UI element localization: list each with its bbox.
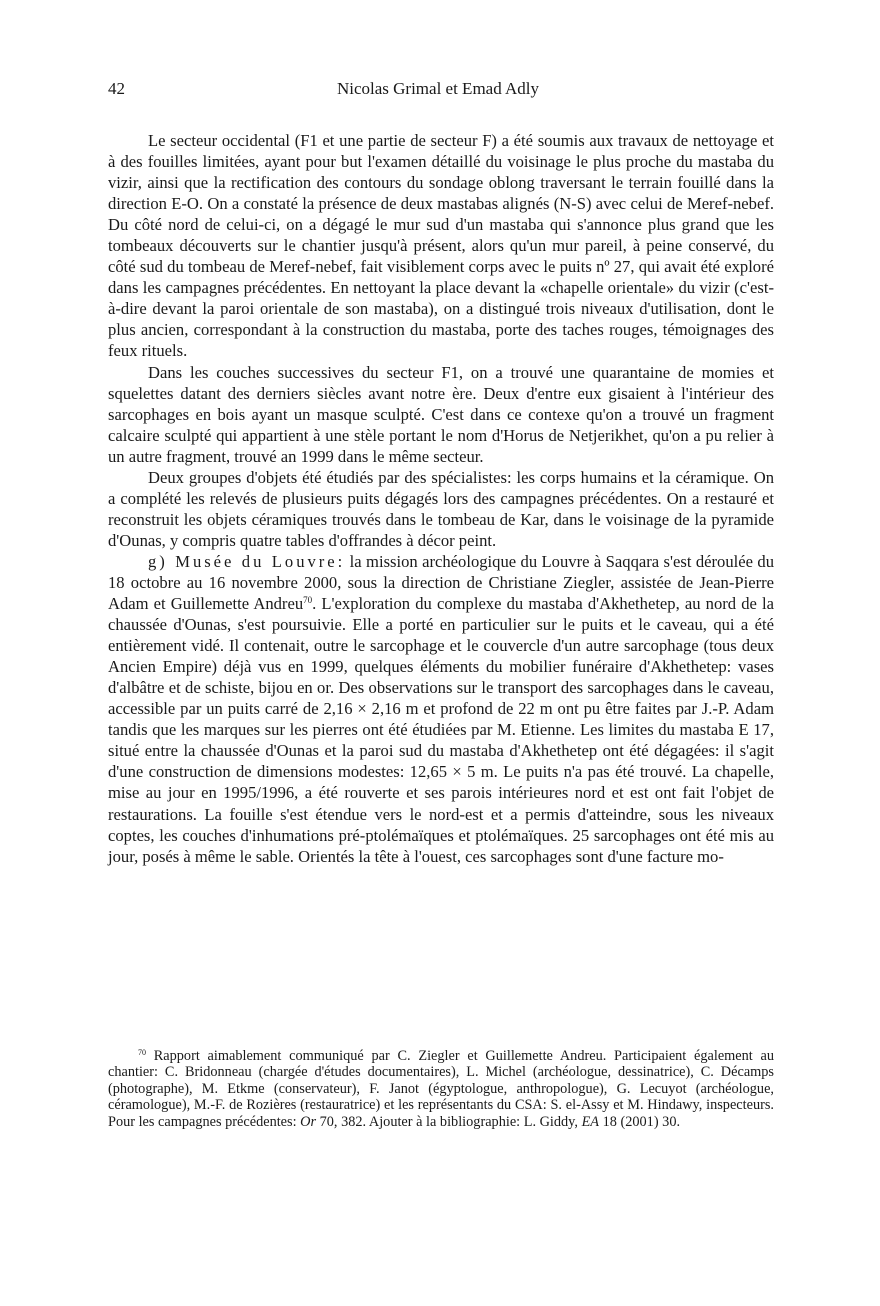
footnote-ref-ea: 18 (2001) 30. [599,1113,681,1130]
section-label-louvre: g) Musée du Louvre: [148,551,346,571]
paragraph-object-studies: Deux groupes d'objets été étudiés par des spécialistes: les corps humains et la céramique. On a complété les relevés de plusieurs puits dégagés lors des campagnes précédentes. On a restauré et reconstruit les objets céramiques trouvés dans le tombeau de Kar, dans le voisinage de la pyramide d'Ounas, y compris quatre tables d'offrandes à décor peint. [108,467,774,550]
footnote-journal-or: Or [300,1113,317,1130]
footnote-number: 70 [138,1048,146,1057]
louvre-text-part-2: . L'exploration du complexe du mastaba d'Akhethetep, au nord de la chaussée d'Ounas, s'est poursuivie. Elle a porté en particulier sur le puits et le caveau, qui a été entièrement vidé. Il contenait, outre le sarcophage et le couvercle d'un autre sarcophage (tous deux Ancien Empire) déjà vus en 1999, quelques éléments du mobilier funéraire d'Akhethetep: vases d'albâtre et de schiste, bijou en or. Des observations sur le transport des sarcophages dans le caveau, accessible par un puits carré de 2,16 × 2,16 m et profond de 22 m ont pu être faites par J.-P. Adam tandis que les marques sur les pierres ont été étudiées par M. Etienne. Les limites du mastaba E 17, situé entre la chaussée d'Ounas et la paroi sud du mastaba d'Akhethetep ont été dégagées: il s'agit d'une construction de dimensions modestes: 12,65 × 5 m. Le puits n'a pas été trouvé. La chapelle, mise au jour en 1995/1996, a été rouverte et ses parois intérieures nord et est ont fait l'objet de restaurations. La fouille s'est étendue vers le nord-est et a permis d'atteindre, sous les niveaux coptes, les couches d'inhumations pré-ptolémaïques et ptolémaïques. 25 sarcophages ont été mis au jour, posés à même le sable. Orientés la tête à l'ouest, ces sarcophages sont d'une facture mo- [108,594,774,866]
louvre-text-part-1: la mission archéologique du Louvre à Saqqara s'est déroulée du 18 octobre au 16 novembre 2000, sous la direction de Christiane Ziegler, assistée de Jean-Pierre Adam et Guillemette Andreu [108,551,774,614]
running-header [108,78,768,100]
header-authors: Nicolas Grimal et Emad Adly [336,79,540,98]
page-number: 42 [108,79,125,98]
footnote-ref-70[interactable]: 70 [303,595,313,606]
footnote-text: Rapport aimablement communiqué par C. Ziegler et Guillemette Andreu. Participaient également au chantier: C. Bridonneau (chargée d'études documentaires), L. Michel (archéologue, dessinatrice), C. Décamps (photographe), M. Etkme (conservateur), F. Janot (égyptologue, anthropologue), G. Lecuyot (archéologue, céramologue), M.-F. de Rozières (restauratrice) et les représentants du CSA: S. el-Assy et M. Hindawy, inspecteurs. Pour les campagnes précédentes: [108,1048,774,1130]
footnote-ref-or: 70, 382. Ajouter à la bibliographie: L. Giddy, [316,1113,582,1130]
footnote-journal-ea: EA [581,1113,600,1130]
footnote-70 [108,1048,774,1130]
paragraph-sector-f1: Dans les couches successives du secteur F1, on a trouvé une quarantaine de momies et squelettes datant des derniers siècles avant notre ère. Deux d'entre eux gisaient à l'intérieur des sarcophages en bois ayant un masque sculpté. C'est dans ce contexe qu'on a trouvé un fragment calcaire sculpté qui appartient à une stèle portant le nom d'Horus de Netjerikhet, qu'on a pu relier à un autre fragment, trouvé an 1999 dans le même secteur. [108,362,774,466]
footnotes [108,1048,774,1130]
paragraph-west-sector: Le secteur occidental (F1 et une partie de secteur F) a été soumis aux travaux de nettoyage et à des fouilles limitées, ayant pour but l'examen détaillé du voisinage le plus proche du mastaba du vizir, ainsi que la rectification des contours du sondage oblong traversant le terrain fouillé dans la direction E-O. On a constaté la présence de deux mastabas alignés (N-S) avec celui de Meref-nebef. Du côté nord de celui-ci, on a dégagé le mur sud d'un mastaba qui s'annonce plus grand que les tombeaux découverts sur le chantier jusqu'à présent, alors qu'un mur pareil, à peine conservé, du côté sud du tombeau de Meref-nebef, fait visiblement corps avec le puits nº 27, qui avait été exploré dans les campagnes précédentes. En nettoyant la place devant la «chapelle orientale» du vizir (c'est-à-dire devant la paroi orientale de son mastaba), on a distingué trois niveaux d'utilisation, dont le plus ancien, correspondant à la construction du mastaba, porte des taches rouges, témoignages des feux rituels. [108,131,774,361]
paragraph-louvre [108,551,774,867]
body-text [108,130,774,867]
